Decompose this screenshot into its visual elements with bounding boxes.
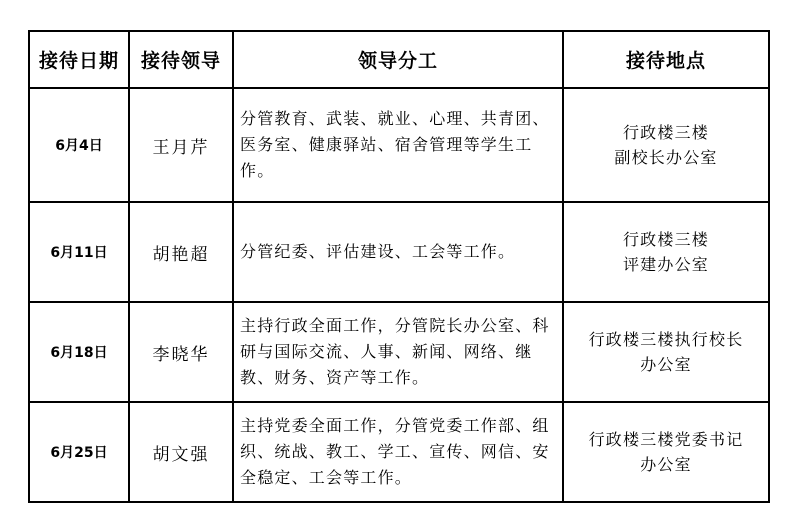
header-reception-leader: 接待领导 xyxy=(129,31,233,88)
reception-date: 6月4日 xyxy=(29,88,129,202)
header-reception-date: 接待日期 xyxy=(29,31,129,88)
location-line: 行政楼三楼 xyxy=(622,230,709,249)
leader-name: 王月芹 xyxy=(129,88,233,202)
location-line: 办公室 xyxy=(640,455,692,474)
header-leader-duties: 领导分工 xyxy=(233,31,563,88)
table-row xyxy=(29,202,769,302)
leader-duties: 主持行政全面工作，分管院长办公室、科研与国际交流、人事、新闻、网络、继教、财务、资产等工作。 xyxy=(233,302,563,402)
header-row xyxy=(29,31,769,88)
leader-duties: 分管教育、武装、就业、心理、共青团、医务室、健康驿站、宿舍管理等学生工作。 xyxy=(233,88,563,202)
leader-name: 李晓华 xyxy=(129,302,233,402)
table-row xyxy=(29,302,769,402)
table-row xyxy=(29,88,769,202)
location-line: 办公室 xyxy=(640,355,692,374)
location-line: 评建办公室 xyxy=(622,255,709,274)
location-line: 行政楼三楼党委书记 xyxy=(588,430,744,449)
leader-name: 胡文强 xyxy=(129,402,233,502)
reception-location xyxy=(563,202,769,302)
location-line: 行政楼三楼执行校长 xyxy=(588,330,744,349)
reception-date: 6月18日 xyxy=(29,302,129,402)
reception-schedule-table xyxy=(28,30,770,503)
leader-duties: 主持党委全面工作，分管党委工作部、组织、统战、教工、学工、宣传、网信、安全稳定、工会等工作。 xyxy=(233,402,563,502)
leader-name: 胡艳超 xyxy=(129,202,233,302)
header-reception-location: 接待地点 xyxy=(563,31,769,88)
reception-location xyxy=(563,88,769,202)
reception-date: 6月25日 xyxy=(29,402,129,502)
location-line: 行政楼三楼 xyxy=(622,123,709,142)
reception-date: 6月11日 xyxy=(29,202,129,302)
table-row xyxy=(29,402,769,502)
location-line: 副校长办公室 xyxy=(614,148,718,167)
reception-location xyxy=(563,302,769,402)
leader-duties: 分管纪委、评估建设、工会等工作。 xyxy=(233,202,563,302)
reception-location xyxy=(563,402,769,502)
